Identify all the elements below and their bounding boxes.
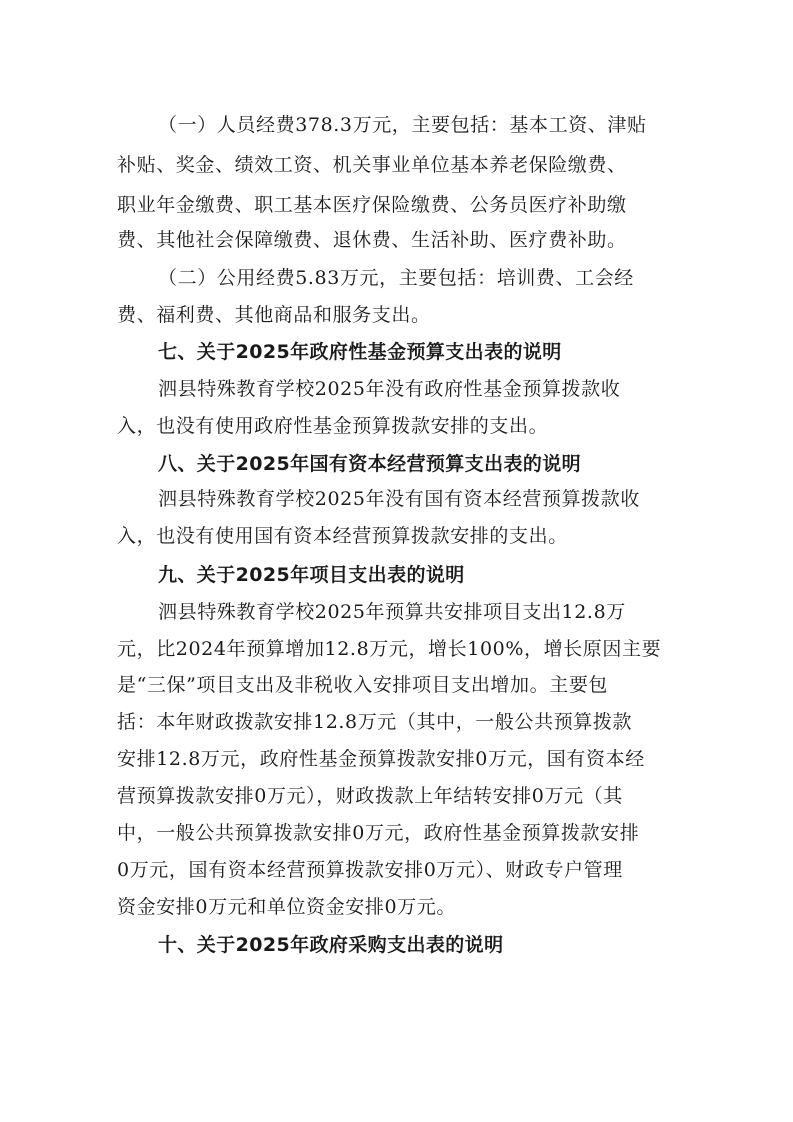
- paragraph-line: 泗县特殊教育学校2025年预算共安排项目支出12.8万: [158, 601, 626, 623]
- paragraph-line: 泗县特殊教育学校2025年没有政府性基金预算拨款收: [158, 378, 621, 400]
- paragraph-line: 入，也没有使用国有资本经营预算拨款安排的支出。: [117, 525, 568, 547]
- paragraph-line: 元，比2024年预算增加12.8万元，增长100%，增长原因主要: [117, 638, 662, 660]
- paragraph-line: 安排12.8万元，政府性基金预算拨款安排0万元，国有资本经: [117, 748, 645, 770]
- paragraph-line: 是“三保”项目支出及非税收入安排项目支出增加。主要包: [117, 674, 609, 696]
- paragraph-line: 职业年金缴费、职工基本医疗保险缴费、公务员医疗补助缴: [117, 194, 627, 216]
- paragraph-line: 0万元，国有资本经营预算拨款安排0万元）、财政专户管理: [117, 859, 623, 881]
- paragraph-line: 费、其他社会保障缴费、退休费、生活补助、医疗费补助。: [117, 229, 627, 251]
- paragraph-line: 入，也没有使用政府性基金预算拨款安排的支出。: [117, 415, 549, 437]
- paragraph-line: （二）公用经费5.83万元，主要包括：培训费、工会经: [158, 267, 634, 289]
- paragraph-line: 中，一般公共预算拨款安排0万元，政府性基金预算拨款安排: [117, 822, 640, 844]
- paragraph-line: （一）人员经费378.3万元，主要包括：基本工资、津贴: [158, 114, 647, 136]
- paragraph-line: 费、福利费、其他商品和服务支出。: [117, 304, 431, 326]
- paragraph-line: 括：本年财政拨款安排12.8万元（其中，一般公共预算拨款: [117, 711, 633, 733]
- paragraph-line: 资金安排0万元和单位资金安排0万元。: [117, 896, 456, 918]
- section-heading: 七、关于2025年政府性基金预算支出表的说明: [158, 341, 562, 363]
- paragraph-line: 泗县特殊教育学校2025年没有国有资本经营预算拨款收: [158, 488, 640, 510]
- section-heading: 十、关于2025年政府采购支出表的说明: [158, 934, 504, 956]
- paragraph-line: 营预算拨款安排0万元），财政拨款上年结转安排0万元（其: [117, 785, 623, 807]
- section-heading: 八、关于2025年国有资本经营预算支出表的说明: [158, 453, 582, 475]
- section-heading: 九、关于2025年项目支出表的说明: [158, 564, 465, 586]
- paragraph-line: 补贴、奖金、绩效工资、机关事业单位基本养老保险缴费、: [117, 154, 627, 176]
